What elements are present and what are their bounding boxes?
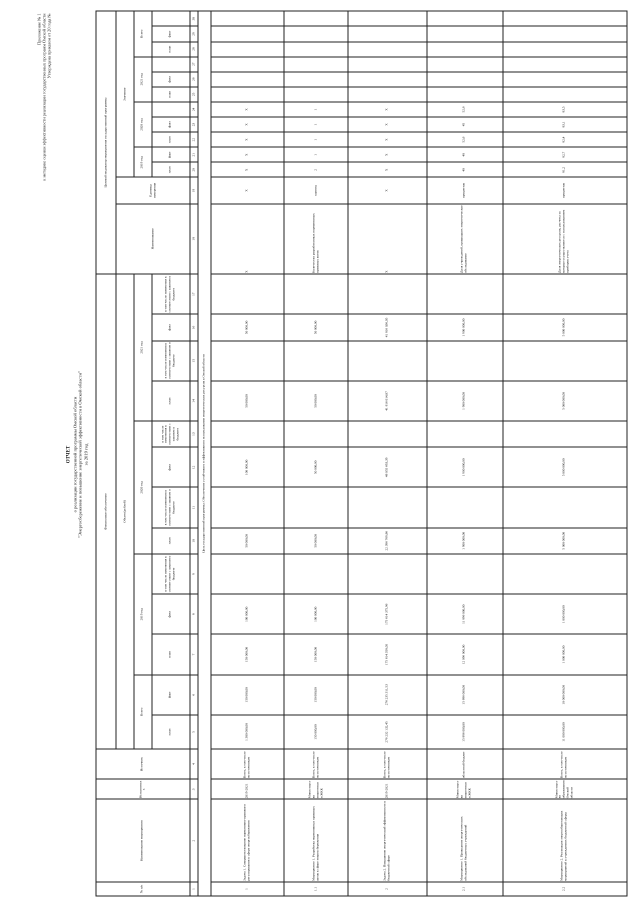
column-number: 30: [190, 11, 198, 26]
row-indicator-empty: [503, 57, 627, 72]
section-label: Цель государственной программы: Обеспечение устойчивого и эффективного использования энергетических ресурсов в Омской области: [198, 11, 211, 896]
row-indicator: Доля энергетических ресурсов, расчеты за которые осуществляются с использованием приборов учета: [503, 204, 627, 274]
row-source: областной бюджет: [427, 749, 503, 779]
ind-2019-fact: факт: [152, 147, 190, 162]
header-num: № п/п: [96, 882, 190, 896]
column-number: 22: [190, 132, 198, 147]
row-indicator-value: X: [348, 102, 427, 117]
row-2019-fact: 1 000 000,00: [503, 594, 627, 634]
row-indicator-empty: [211, 11, 285, 26]
row-num: 2.1: [427, 882, 503, 896]
column-number: 25: [190, 87, 198, 102]
table-row: [284, 11, 347, 896]
row-2019-plan: 1 000 000,00: [503, 634, 627, 674]
header-indicator: Целевой индикатор мероприятия государственной программы: [96, 11, 116, 274]
row-indicator-empty: [427, 11, 503, 26]
row-indicator-empty: [348, 26, 427, 41]
row-indicator-empty: [503, 26, 627, 41]
row-indicator-empty: [427, 42, 503, 57]
row-indicator-value: X: [211, 147, 285, 162]
row-2021-change-b: [348, 274, 427, 314]
col-2019-fact: факт: [152, 594, 190, 634]
row-2021-change-b: [503, 274, 627, 314]
col-2019-plan: план: [152, 634, 190, 674]
row-source: Всего, в том числе по источникам: [503, 749, 627, 779]
column-number: 13: [190, 421, 198, 447]
row-2019-change: [427, 554, 503, 594]
row-indicator-value: 82,7: [503, 147, 627, 162]
row-indicator-value: 1: [284, 147, 347, 162]
col-2020-plan: план: [152, 528, 190, 554]
column-number: 21: [190, 147, 198, 162]
row-2021-fact: 50 000,00: [284, 314, 347, 340]
row-indicator-empty: [348, 11, 427, 26]
row-unit: процентов: [427, 177, 503, 203]
row-2019-change: [348, 554, 427, 594]
row-executor: Министерство энергетики и ЖКК: [284, 779, 347, 799]
row-2020-change: [427, 487, 503, 527]
column-number: 23: [190, 117, 198, 132]
row-executor: Министерство образования Омской области: [503, 779, 627, 799]
row-total-fact: 150 000,00: [284, 675, 347, 715]
row-indicator-empty: [284, 42, 347, 57]
row-total-plan: 11 000 000,00: [503, 715, 627, 749]
row-2020-change-b: [427, 421, 503, 447]
row-2019-fact: 11 896 000,00: [427, 594, 503, 634]
row-2020-fact: 5 000 000,00: [503, 447, 627, 487]
column-number: 4: [190, 749, 198, 779]
header-name: Наименование мероприятия: [96, 799, 190, 882]
row-source: Всего, в том числе по источникам: [211, 749, 285, 779]
row-name: Мероприятие 1. Разработка нормативных правовых актов в сфере энергосбережения: [284, 799, 347, 882]
row-indicator-value: X: [348, 132, 427, 147]
col-2021-change-b: в том числе изменения в соответствии с законом о бюджете: [152, 274, 190, 314]
row-2021-change: [211, 341, 285, 381]
row-indicator-empty: [427, 26, 503, 41]
row-2020-change-b: [348, 421, 427, 447]
report-subtitle: о реализации государственной программы Омской области: [72, 396, 78, 513]
ind-total-plan: план: [152, 42, 190, 57]
column-number: 6: [190, 675, 198, 715]
column-number: 14: [190, 381, 198, 421]
table-row: [503, 11, 627, 896]
row-2021-fact: 50 000,00: [211, 314, 285, 340]
row-2020-change-b: [211, 421, 285, 447]
column-number: 18: [190, 204, 198, 274]
row-indicator-empty: [211, 42, 285, 57]
header-executor: Исполнитель: [96, 779, 190, 799]
row-total-plan: 276 232 132,45: [348, 715, 427, 749]
row-indicator-value: 40: [427, 147, 503, 162]
row-executor: Министерство энергетики и ЖКК: [427, 779, 503, 799]
column-number: 8: [190, 594, 198, 634]
column-number: 16: [190, 314, 198, 340]
row-2021-fact: 5 000 000,00: [503, 314, 627, 340]
row-indicator-value: X: [348, 147, 427, 162]
col-total-fact: факт: [152, 675, 190, 715]
header-value: Значение: [116, 11, 134, 177]
row-2020-plan: 50 000,00: [284, 528, 347, 554]
row-indicator-empty: [348, 72, 427, 87]
section-row: [198, 11, 211, 896]
row-total-fact: 10 000 000,00: [503, 675, 627, 715]
row-2020-plan: 5 000 000,00: [503, 528, 627, 554]
row-indicator-value: X: [211, 117, 285, 132]
row-name: Мероприятие 2. Реализация энергосберегающих мероприятий в учреждениях бюджетной сферы: [503, 799, 627, 882]
row-indicator-empty: [427, 72, 503, 87]
row-2021-fact: 1 900 000,00: [427, 314, 503, 340]
row-2019-plan: 150 000,00: [211, 634, 285, 674]
header-year-2021: 2021 год: [134, 274, 152, 421]
row-indicator-empty: [503, 42, 627, 57]
table-row: [427, 11, 503, 896]
report-title-block: [67, 255, 89, 655]
column-number: 11: [190, 487, 198, 527]
row-2020-change: [348, 487, 427, 527]
row-indicator-value: 1: [284, 117, 347, 132]
row-2020-fact: 1 900 000,00: [427, 447, 503, 487]
column-number: 27: [190, 57, 198, 72]
row-indicator-empty: [284, 26, 347, 41]
program-name: "Энергосбережение и повышение энергетической эффективности в Омской области": [77, 371, 83, 538]
row-indicator-value: 1: [284, 102, 347, 117]
col-2019-change: в том числе изменения в соответствии с законом о бюджете: [152, 554, 190, 594]
row-indicator-empty: [503, 72, 627, 87]
row-2020-fact: 50 000,00: [284, 447, 347, 487]
col-2020-change-b: в том числе изменения в соответствии с законом о бюджете: [152, 421, 190, 447]
row-indicator-value: 45: [427, 117, 503, 132]
row-name: Задача 2. Повышение энергетической эффективности в бюджетной сфере: [348, 799, 427, 882]
ind-2021-x: [152, 57, 190, 72]
column-number: 12: [190, 447, 198, 487]
report-sheet: [1, 0, 640, 905]
row-2021-plan: 50 000,00: [211, 381, 285, 421]
row-indicator-value: 52,6: [427, 102, 503, 117]
row-2021-plan: 41 816 014,87: [348, 381, 427, 421]
row-indicator-empty: [211, 72, 285, 87]
row-indicator-empty: [211, 57, 285, 72]
column-number: 24: [190, 102, 198, 117]
column-number: 28: [190, 42, 198, 57]
row-2021-change: [427, 341, 503, 381]
row-name: Мероприятие 1. Проведение энергетических обследований бюджетных учреждений: [427, 799, 503, 882]
row-source: Всего, в том числе по источникам: [284, 749, 347, 779]
row-indicator-empty: [284, 57, 347, 72]
ind-header-2019: 2019 год: [134, 147, 152, 177]
row-indicator-empty: [284, 87, 347, 102]
row-indicator-value: 52,6: [427, 132, 503, 147]
row-2021-change: [503, 341, 627, 381]
row-2020-change-b: [284, 421, 347, 447]
row-num: 1.1: [284, 882, 347, 896]
column-number: 3: [190, 779, 198, 799]
ind-2019-plan: план: [152, 162, 190, 177]
row-indicator: Количество разработанных нормативных правовых актов: [284, 204, 347, 274]
row-num: 1: [211, 882, 285, 896]
row-2019-fact: 100 000,00: [284, 594, 347, 634]
row-indicator-value: 2: [284, 162, 347, 177]
column-number: 1: [190, 882, 198, 896]
row-total-plan: 15 896 000,00: [427, 715, 503, 749]
row-2019-fact: 100 000,00: [211, 594, 285, 634]
row-total-plan: 150 000,00: [284, 715, 347, 749]
row-2021-change-b: [211, 274, 285, 314]
header-financing: Финансовое обеспечение: [96, 274, 116, 749]
row-indicator-empty: [348, 57, 427, 72]
column-number: 7: [190, 634, 198, 674]
column-number: 19: [190, 177, 198, 203]
row-indicator: X: [348, 204, 427, 274]
row-indicator: Доля учреждений, прошедших энергетическое обследование: [427, 204, 503, 274]
row-2020-change: [211, 487, 285, 527]
header-source: Источник: [96, 749, 190, 779]
row-2021-change: [348, 341, 427, 381]
row-unit: X: [211, 177, 285, 203]
row-indicator-value: 81,2: [503, 162, 627, 177]
col-2020-change: в том числе изменения в соответствии с законом о бюджете: [152, 487, 190, 527]
row-2020-change-b: [503, 421, 627, 447]
row-indicator-value: 83,5: [503, 102, 627, 117]
row-2021-change: [284, 341, 347, 381]
row-2019-fact: 175 614 375,96: [348, 594, 427, 634]
ind-2020-fact: факт: [152, 117, 190, 132]
row-indicator-empty: [427, 87, 503, 102]
row-unit: процентов: [503, 177, 627, 203]
table-row: [348, 11, 427, 896]
row-2020-plan: 50 000,00: [211, 528, 285, 554]
row-indicator-empty: [427, 57, 503, 72]
ind-total-x: [152, 11, 190, 26]
row-indicator-value: X: [348, 117, 427, 132]
row-total-fact: 276 235 311,53: [348, 675, 427, 715]
column-number: 15: [190, 341, 198, 381]
appendix-description: к методике оценки эффективности реализации государственных программ Омской области: [41, 13, 47, 181]
row-2020-plan: 1 900 000,00: [427, 528, 503, 554]
ind-2020-plan: план: [152, 132, 190, 147]
row-unit: единиц: [284, 177, 347, 203]
row-indicator-value: 82,4: [503, 132, 627, 147]
row-indicator-empty: [503, 87, 627, 102]
report-table: [96, 11, 628, 897]
appendix-number: Приложение № 1: [36, 13, 42, 45]
column-number: 26: [190, 72, 198, 87]
header-year-2019: 2019 год: [134, 554, 152, 675]
col-2021-plan: план: [152, 381, 190, 421]
row-indicator-empty: [211, 26, 285, 41]
column-number: 10: [190, 528, 198, 554]
column-number: 29: [190, 26, 198, 41]
row-2020-fact: 48 055 693,39: [348, 447, 427, 487]
row-executor: 2019-2021: [348, 779, 427, 799]
row-2019-plan: 12 096 000,00: [427, 634, 503, 674]
row-2020-change: [503, 487, 627, 527]
row-indicator-value: X: [211, 102, 285, 117]
header-volume: Объем (рублей): [116, 274, 134, 749]
row-name: Задача 1. Совершенствование нормативно-правового регулирования в сфере энергосбережения: [211, 799, 285, 882]
row-2019-change: [211, 554, 285, 594]
row-indicator-value: X: [211, 162, 285, 177]
row-indicator-empty: [348, 87, 427, 102]
ind-2021-plan: план: [152, 87, 190, 102]
col-2021-change: в том числе изменения в соответствии с законом о бюджете: [152, 341, 190, 381]
column-number: 2: [190, 799, 198, 882]
row-indicator-value: X: [348, 162, 427, 177]
appendix-approval: Утверждена приказом от 20 года №: [46, 13, 52, 79]
row-num: 2: [348, 882, 427, 896]
row-2019-change: [503, 554, 627, 594]
row-indicator-value: X: [211, 132, 285, 147]
row-2019-change: [284, 554, 347, 594]
appendix-header: [37, 14, 53, 434]
row-2020-change: [284, 487, 347, 527]
row-2021-plan: 1 900 000,00: [427, 381, 503, 421]
row-total-fact: 150 000,00: [211, 675, 285, 715]
row-indicator-value: 83,1: [503, 117, 627, 132]
col-2021-fact: факт: [152, 314, 190, 340]
row-source: Всего, в том числе по источникам: [348, 749, 427, 779]
row-indicator-value: 1: [284, 132, 347, 147]
row-indicator-empty: [284, 11, 347, 26]
row-2021-fact: 41 816 036,05: [348, 314, 427, 340]
column-number: 5: [190, 715, 198, 749]
row-indicator: X: [211, 204, 285, 274]
ind-2020-x: [152, 102, 190, 117]
row-2020-fact: 100 000,00: [211, 447, 285, 487]
col-total-plan: план: [152, 715, 190, 749]
row-indicator-empty: [503, 11, 627, 26]
ind-2021-fact: факт: [152, 72, 190, 87]
header-total: Всего: [134, 675, 152, 749]
row-executor: 2019-2021: [211, 779, 285, 799]
table-row: [211, 11, 285, 896]
row-2021-plan: 50 000,00: [284, 381, 347, 421]
row-2020-plan: 22 396 769,86: [348, 528, 427, 554]
report-period: за 2019 год: [83, 443, 89, 466]
ind-header-2020: 2020 год: [134, 102, 152, 147]
ind-header-total: Всего: [134, 11, 152, 57]
ind-header-2021: 2021 год: [134, 57, 152, 102]
row-total-fact: 15 896 000,00: [427, 675, 503, 715]
row-2019-plan: 175 614 358,05: [348, 634, 427, 674]
row-indicator-value: 40: [427, 162, 503, 177]
header-indicator-name: Наименование: [116, 204, 190, 274]
column-number: 9: [190, 554, 198, 594]
row-2019-plan: 150 000,00: [284, 634, 347, 674]
row-num: 2.2: [503, 882, 627, 896]
column-number-row: [190, 11, 198, 896]
row-unit: X: [348, 177, 427, 203]
column-number: 20: [190, 162, 198, 177]
header-unit: Единица измерения: [116, 177, 190, 203]
row-total-plan: 1 300 000,00: [211, 715, 285, 749]
ind-total-fact: факт: [152, 26, 190, 41]
col-2020-fact: факт: [152, 447, 190, 487]
header-year-2020: 2020 год: [134, 421, 152, 554]
row-indicator-empty: [211, 87, 285, 102]
row-indicator-empty: [284, 72, 347, 87]
report-body: [198, 11, 627, 896]
report-title: ОТЧЕТ: [66, 445, 72, 464]
row-indicator-empty: [348, 42, 427, 57]
row-2021-plan: 5 000 000,00: [503, 381, 627, 421]
column-number: 17: [190, 274, 198, 314]
row-2021-change-b: [427, 274, 503, 314]
row-2021-change-b: [284, 274, 347, 314]
